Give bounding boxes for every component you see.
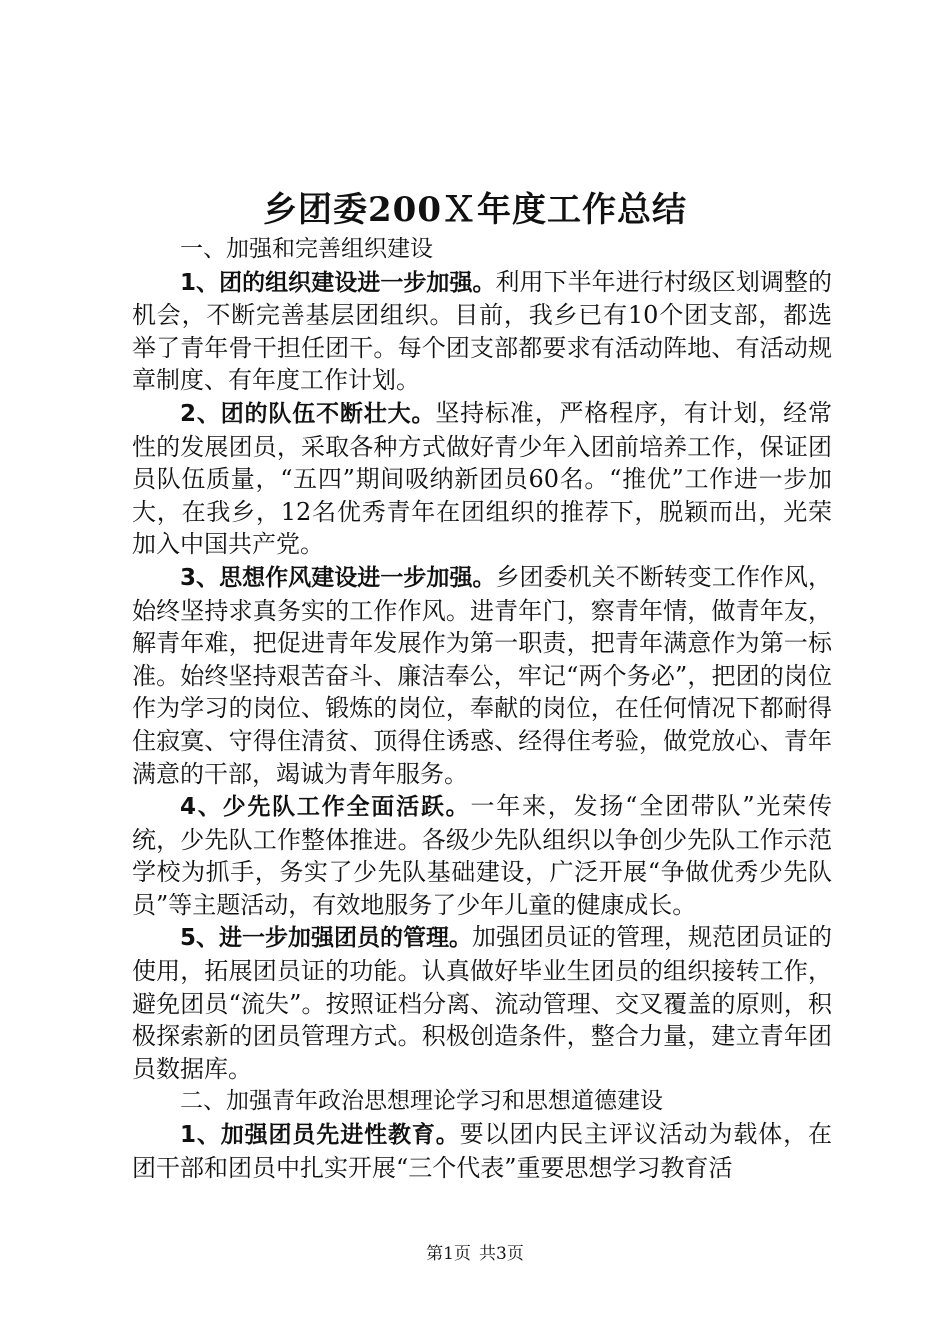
paragraph-text: 一年来，发扬“全团带队”光荣传统，少先队工作整体推进。各级少先队组织以争创少先队工作示范学校为抓手，务实了少先队基础建设，广泛开展“争做优秀少先队员”等主题活动，有效地服务了少年儿童的健康成长。 <box>132 792 832 919</box>
paragraph <box>132 1118 832 1184</box>
paragraph-lead: 1、团的组织建设进一步加强。 <box>180 269 496 296</box>
paragraph-lead: 1、加强团员先进性教育。 <box>180 1122 460 1149</box>
document-title: 乡团委200Ｘ年度工作总结 <box>263 190 687 230</box>
page-number: 第1页 <box>426 1244 471 1264</box>
page-footer <box>0 1242 950 1266</box>
paragraph-text: 加强团员证的管理，规范团员证的使用，拓展团员证的功能。认真做好毕业生团员的组织接转工作，避免团员“流失”。按照证档分离、流动管理、交叉覆盖的原则，积极探索新的团员管理方式。积极创造条件，整合力量，建立青年团员数据库。 <box>132 923 833 1083</box>
paragraph-text: 乡团委机关不断转变工作作风，始终坚持求真务实的工作作风。进青年门，察青年情，做青年友，解青年难，把促进青年发展作为第一职责，把青年满意作为第一标准。始终坚持艰苦奋斗、廉洁奉公，牢记“两个务必”，把团的岗位作为学习的岗位、锻炼的岗位，奉献的岗位，在任何情况下都耐得住寂寞、守得住清贫、顶得住诱惑、经得住考验，做党放心、青年满意的干部，竭诚为青年服务。 <box>132 562 832 788</box>
paragraph <box>132 266 832 397</box>
paragraph <box>132 397 832 561</box>
paragraph-text: 利用下半年进行村级区划调整的机会，不断完善基层团组织。目前，我乡已有10个团支部，都选举了青年骨干担任团干。每个团支部都要求有活动阵地、有活动规章制度、有年度工作计划。 <box>132 267 832 395</box>
paragraph-lead: 2、团的队伍不断壮大。 <box>180 400 436 427</box>
paragraph-lead: 3、思想作风建设进一步加强。 <box>180 564 496 591</box>
paragraph <box>132 790 832 921</box>
section-heading: 二、加强青年政治思想理论学习和思想道德建设 <box>180 1088 663 1115</box>
paragraph-lead: 4、少先队工作全面活跃。 <box>180 794 471 821</box>
page-total: 共3页 <box>479 1244 524 1264</box>
paragraph-text: 坚持标准，严格程序，有计划，经常性的发展团员，采取各种方式做好青少年入团前培养工作，保证团员队伍质量，“五四”期间吸纳新团员60名。“推优”工作进一步加大，在我乡，12名优秀青年在团组织的推荐下，脱颖而出，光荣加入中国共产党。 <box>132 398 832 559</box>
document-body <box>132 233 832 1184</box>
paragraph <box>132 561 832 790</box>
paragraph-text: 要以团内民主评议活动为载体，在团干部和团员中扎实开展“三个代表”重要思想学习教育活 <box>132 1120 833 1182</box>
section-heading: 一、加强和完善组织建设 <box>180 236 433 262</box>
paragraph <box>132 921 832 1085</box>
paragraph-lead: 5、进一步加强团员的管理。 <box>180 925 473 952</box>
